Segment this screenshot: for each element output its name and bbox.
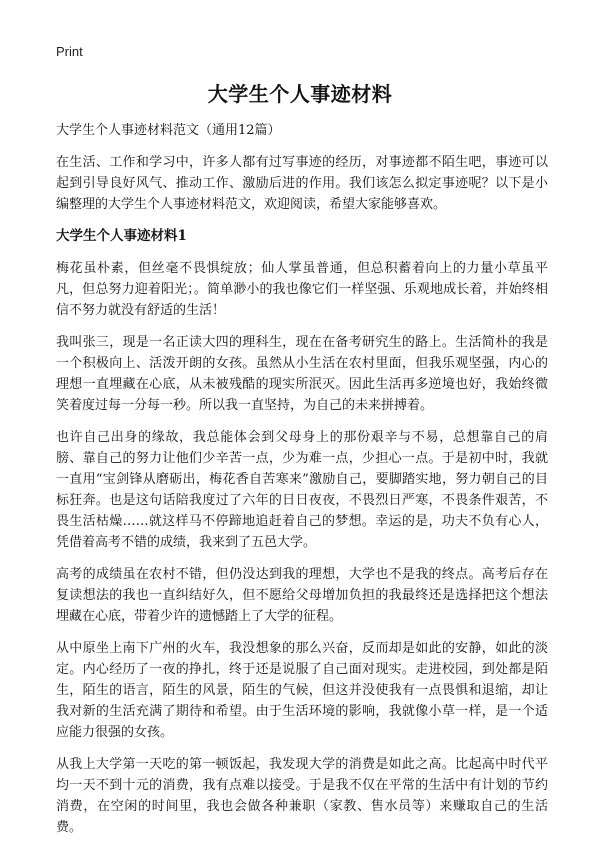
print-link[interactable]: Print xyxy=(56,44,83,59)
body-paragraph: 高考的成绩虽在农村不错，但仍没达到我的理想，大学也不是我的终点。高考后存在复读想法的我也一直纠结好久，但不愿给父母增加负担的我最终还是选择把这个想法埋藏在心底，带着少许的遗憾踏上了大学的征程。 xyxy=(56,567,548,624)
body-paragraph: 从我上大学第一天吃的第一顿饭起，我发现大学的消费是如此之高。比起高中时代平均一天不到十元的消费，我有点难以接受。于是我不仅在平常的生活中有计划的节约消费，在空闲的时间里，我也会做各种兼职（家教、售水员等）来赚取自己的生活费。 xyxy=(56,757,548,835)
intro-paragraph: 在生活、工作和学习中，许多人都有过写事迹的经历，对事迹都不陌生吧，事迹可以起到引导良好风气、推动工作、激励后进的作用。我们该怎么拟定事迹呢？以下是小编整理的大学生个人事迹材料范文，欢迎阅读，希望大家能够喜欢。 xyxy=(56,155,548,212)
document-body xyxy=(56,120,548,849)
body-paragraph: 从中原坐上南下广州的火车，我没想象的那么兴奋，反而却是如此的安静，如此的淡定。内心经历了一夜的挣扎，终于还是说服了自己面对现实。走进校园，到处都是陌生，陌生的语言，陌生的风景，陌生的气候，但这并没使我有一点畏惧和退缩，却让我对新的生活充满了期待和希望。由于生活环境的影响，我就像小草一样，是一个适应能力很强的女孩。 xyxy=(56,641,548,740)
section-heading: 大学生个人事迹材料1 xyxy=(56,228,187,244)
body-paragraph: 梅花虽朴素，但丝毫不畏惧绽放；仙人掌虽普通，但总积蓄着向上的力量小草虽平凡，但总努力迎着阳光；。简单渺小的我也像它们一样坚强、乐观地成长着，并始终相信不努力就没有舒适的生活！ xyxy=(56,261,548,318)
document-title: 大学生个人事迹材料 xyxy=(207,82,393,106)
body-paragraph: 我叫张三，现是一名正读大四的理科生，现在在备考研究生的路上。生活简朴的我是一个积极向上、活泼开朗的女孩。虽然从小生活在农村里面，但我乐观坚强，内心的理想一直埋藏在心底，从未被残酷的现实所泯灭。因此生活再多逆境也好，我始终微笑着度过每一分每一秒。所以我一直坚持，为自己的未来拼搏着。 xyxy=(56,335,548,413)
body-paragraph: 也许自己出身的缘故，我总能体会到父母身上的那份艰辛与不易，总想靠自己的肩膀、靠自己的努力让他们少辛苦一点，少为难一点，少担心一点。于是初中时，我就一直用“宝剑锋从磨砺出，梅花香自苦寒来”激励自己，要脚踏实地，努力朝自己的目标狂奔。也是这句话陪我度过了六年的日日夜夜，不畏烈日严寒，不畏条件艰苦，不畏生活枯燥……就这样马不停蹄地追赶着自己的梦想。幸运的是，功夫不负有心人，凭借着高考不错的成绩，我来到了五邑大学。 xyxy=(56,430,548,550)
document-subtitle: 大学生个人事迹材料范文（通用12篇） xyxy=(56,123,281,138)
